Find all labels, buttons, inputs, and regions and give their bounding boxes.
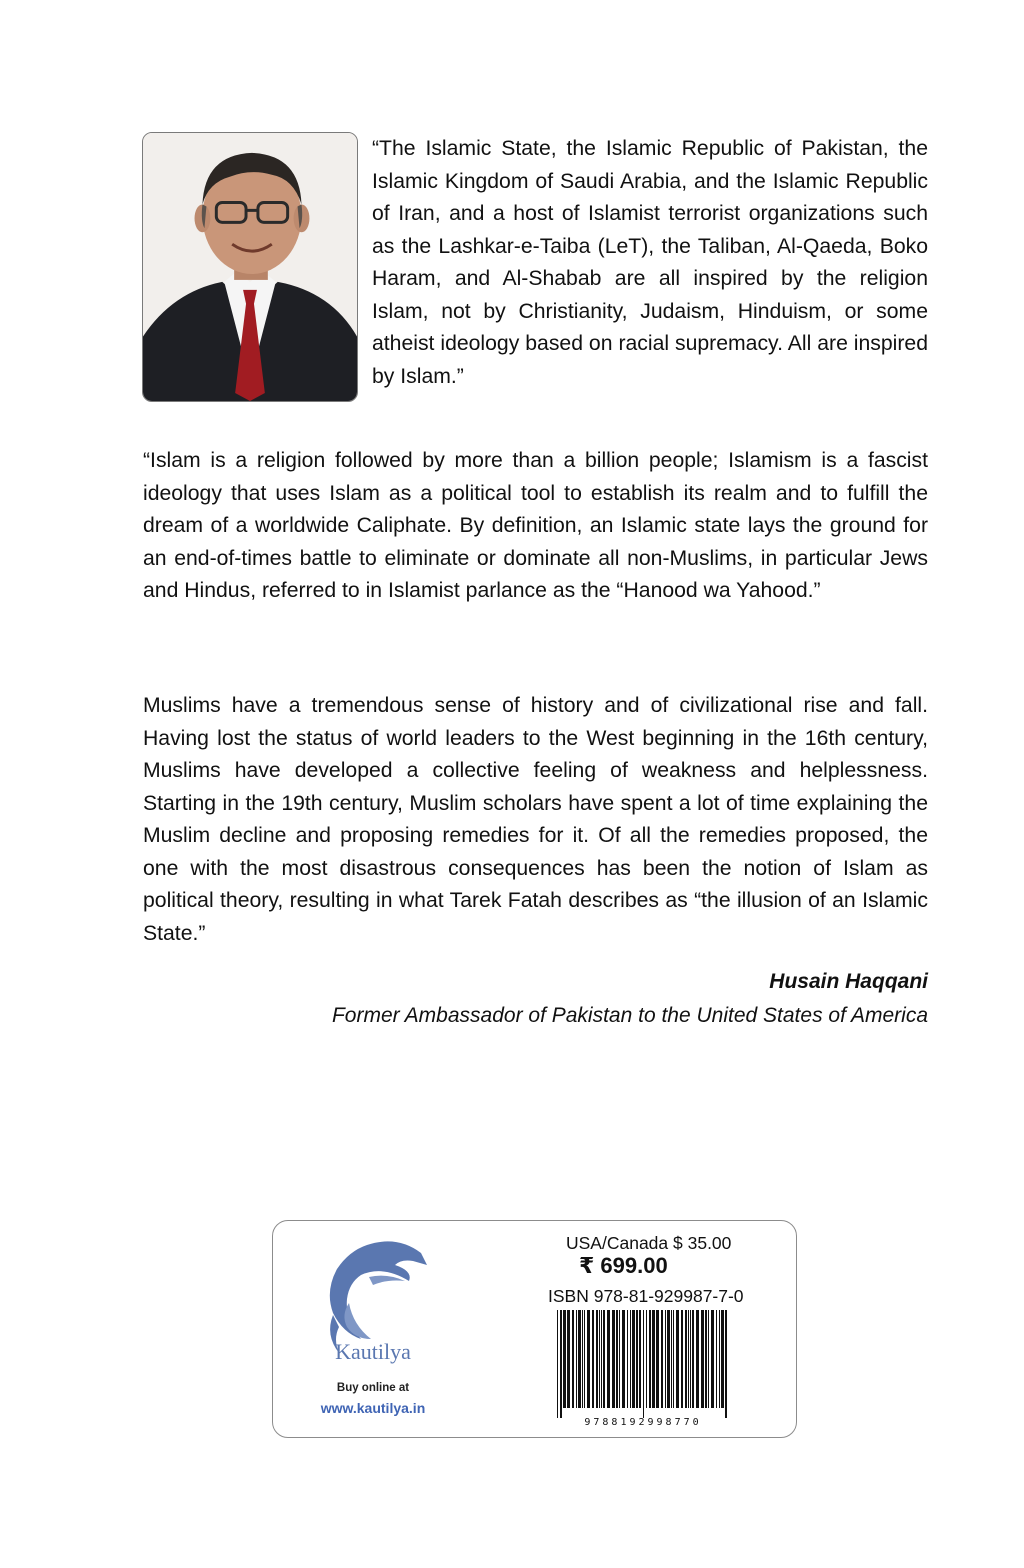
- barcode-bar: [671, 1310, 672, 1408]
- author-quote-2: “Islam is a religion followed by more than a billion people; Islamism is a fascist ideology that uses Islam as a political tool to establish its realm and to fulfill the dream of a worldwide Caliphate. By definition, an Islamic state lays the ground for an end-of-times battle to eliminate or dominate all non-Muslims, in particular Jews and Hindus, referred to in Islamist parlance as the “Hanood wa Yahood.”: [143, 449, 928, 602]
- endorser-name: Husain Haqqani: [769, 970, 928, 993]
- endorser-title: Former Ambassador of Pakistan to the United States of America: [331, 1004, 928, 1027]
- barcode-bar: [665, 1310, 666, 1408]
- barcode-bar: [607, 1310, 610, 1408]
- barcode-bar: [676, 1310, 679, 1408]
- barcode-bar: [696, 1310, 699, 1408]
- barcode-bar: [572, 1310, 574, 1408]
- barcode-bar: [627, 1310, 628, 1408]
- barcode-bar: [656, 1310, 659, 1408]
- isbn-number: ISBN 978-81-929987-7-0: [548, 1286, 744, 1306]
- barcode-bar: [567, 1310, 570, 1408]
- author-photo: [142, 132, 358, 402]
- barcode-number: 9788192998770: [584, 1417, 702, 1428]
- publisher-brand: Kautilya: [335, 1339, 411, 1364]
- barcode-bar: [719, 1310, 720, 1408]
- barcode-bar: [630, 1310, 631, 1408]
- buy-online-label: Buy online at: [336, 1382, 410, 1394]
- barcode-bar: [560, 1310, 562, 1418]
- barcode-bar: [692, 1310, 694, 1408]
- barcode-bar: [603, 1310, 605, 1408]
- barcode-bar: [646, 1310, 647, 1408]
- barcode-bar: [705, 1310, 707, 1408]
- barcode-bar: [649, 1310, 651, 1408]
- price-inr: ₹ 699.00: [579, 1253, 668, 1278]
- author-quote-1: “The Islamic State, the Islamic Republic of Pakistan, the Islamic Kingdom of Saudi Arabia, and the Islamic Republic of Iran, and a host of Islamist terrorist organizations such as the Lashkar-e-Taiba (LeT), the Taliban, Al-Qaeda, Boko Haram, and Al-Shabab are all inspired by the religion Islam, not by Christianity, Judaism, Hinduism, or some atheist ideology based on racial supremacy. All are inspired by Islam.”: [372, 137, 928, 388]
- barcode-bar: [667, 1310, 670, 1408]
- barcode-bar: [622, 1310, 625, 1408]
- publisher-website-link[interactable]: www.kautilya.in: [320, 1400, 426, 1416]
- barcode-bar: [636, 1310, 638, 1408]
- barcode-bar: [681, 1310, 683, 1408]
- barcode-bar: [652, 1310, 655, 1408]
- price-barcode-box: [272, 1220, 797, 1438]
- barcode-bar: [716, 1310, 717, 1408]
- barcode-bar: [721, 1310, 724, 1408]
- barcode-bar: [632, 1310, 635, 1408]
- barcode-bar: [619, 1310, 620, 1408]
- barcode-bar: [576, 1310, 577, 1408]
- price-usd: USA/Canada $ 35.00: [566, 1233, 732, 1253]
- barcode-bar: [690, 1310, 691, 1408]
- barcode-bar: [685, 1310, 687, 1408]
- barcode-bar: [592, 1310, 594, 1408]
- barcode-bar: [701, 1310, 704, 1408]
- barcode-bar: [616, 1310, 618, 1408]
- barcode-bar: [601, 1310, 602, 1408]
- barcode-bar: [725, 1310, 727, 1418]
- barcode-bar: [639, 1310, 641, 1408]
- barcode-bar: [612, 1310, 615, 1408]
- barcode-bar: [661, 1310, 663, 1408]
- barcode-bar: [557, 1310, 558, 1418]
- barcode: [555, 1310, 730, 1418]
- barcode-bar: [582, 1310, 583, 1408]
- barcode-bar: [708, 1310, 709, 1408]
- barcode-bar: [599, 1310, 600, 1408]
- barcode-bar: [688, 1310, 689, 1408]
- barcode-bar: [584, 1310, 585, 1408]
- barcode-bar: [711, 1310, 714, 1408]
- endorsement-text: Muslims have a tremendous sense of history and of civilizational rise and fall. Having lost the status of world leaders to the West beginning in the 16th century, Muslims have developed a collective feeling of weakness and helplessness. Starting in the 19th century, Muslim scholars have spent a lot of time explaining the Muslim decline and proposing remedies for it. Of all the remedies proposed, the one with the most disastrous consequences has been the notion of Islam as political theory, resulting in what Tarek Fatah describes as “the illusion of an Islamic State.”: [143, 694, 928, 945]
- barcode-bar: [643, 1310, 644, 1418]
- barcode-bar: [587, 1310, 590, 1408]
- barcode-bar: [596, 1310, 598, 1408]
- barcode-bar: [563, 1310, 566, 1408]
- barcode-bar: [673, 1310, 674, 1408]
- barcode-bar: [578, 1310, 581, 1408]
